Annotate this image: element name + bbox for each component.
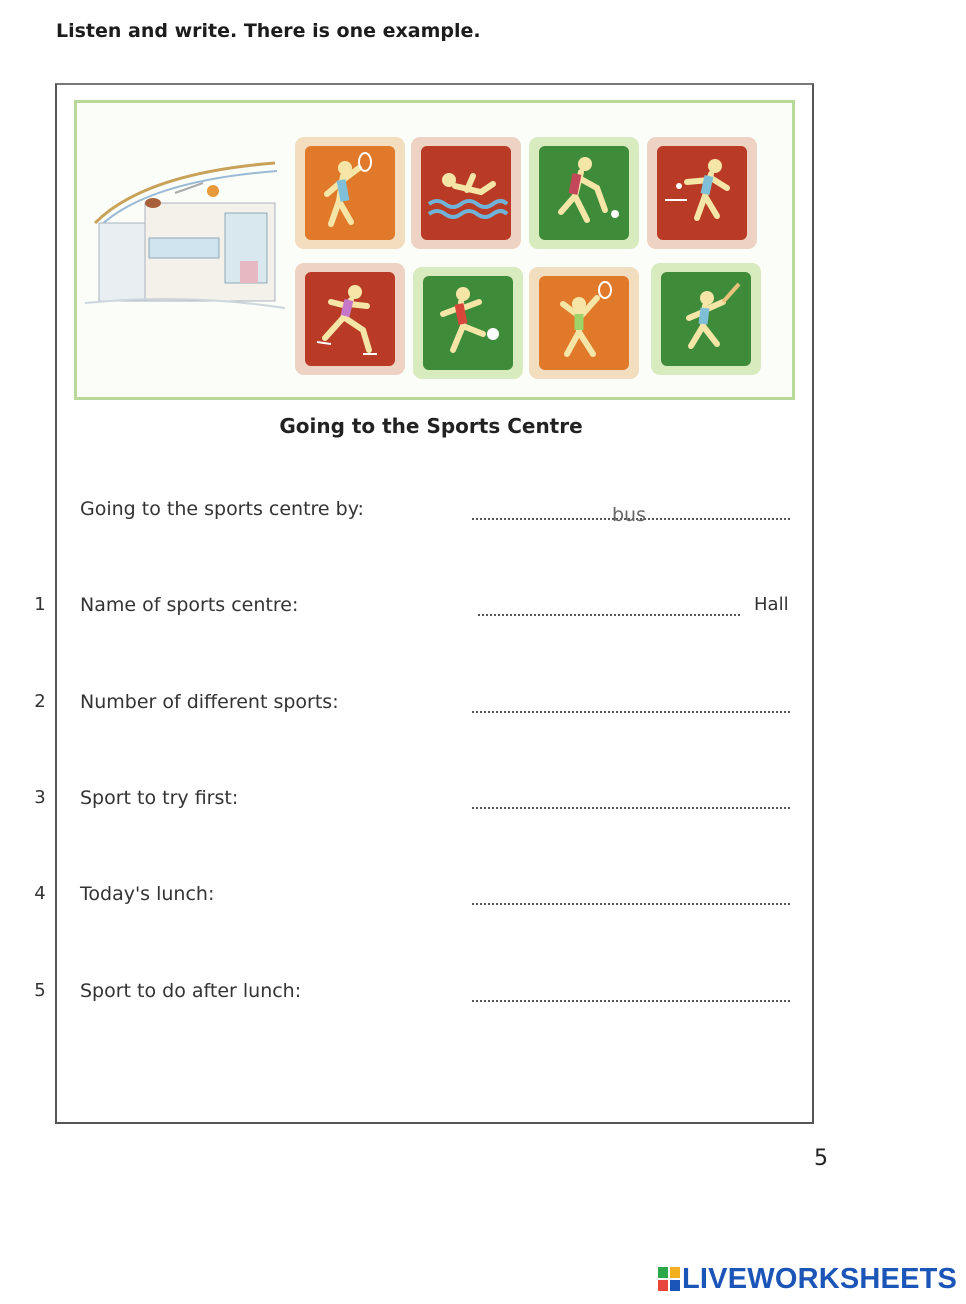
question-row [0,980,966,1020]
answer-suffix: Hall [754,594,789,615]
question-label: Sport to try first: [80,787,239,809]
question-row [0,594,966,634]
question-label: Number of different sports: [80,691,339,713]
sport-tile [529,137,639,249]
sport-tile [295,137,405,249]
liveworksheets-logo [658,1262,957,1296]
question-number: 3 [34,787,46,808]
example-answer: bus [612,504,647,526]
answer-field[interactable] [472,901,790,905]
answer-field[interactable] [472,998,790,1002]
page-number: 5 [814,1146,828,1171]
question-label: Name of sports centre: [80,594,299,616]
sport-tile [295,263,405,375]
question-label: Sport to do after lunch: [80,980,302,1002]
answer-field[interactable] [472,709,790,713]
sport-tile [651,263,761,375]
table-tennis-icon [657,146,747,240]
sports-centre-building-icon [85,143,285,313]
liveworksheets-icon [658,1267,680,1291]
football-icon [423,276,513,370]
ice-skating-icon [305,272,395,366]
question-number: 5 [34,980,46,1001]
question-number: 1 [34,594,46,615]
badminton-icon [539,276,629,370]
sports-centre-illustration [74,100,795,400]
example-row [0,498,966,538]
question-label: Today's lunch: [80,883,215,905]
question-number: 2 [34,691,46,712]
sport-tile [413,267,523,379]
answer-field[interactable] [472,805,790,809]
hockey-icon [539,146,629,240]
question-row [0,691,966,731]
question-number: 4 [34,883,46,904]
sport-tile [411,137,521,249]
baseball-icon [661,272,751,366]
answer-field[interactable] [478,612,740,616]
sport-tile [529,267,639,379]
question-row [0,883,966,923]
answer-line [472,504,790,526]
brand-text: LIVEWORKSHEETS [682,1262,958,1295]
example-label: Going to the sports centre by: [80,498,364,520]
instruction-text: Listen and write. There is one example. [56,20,481,42]
swimming-icon [421,146,511,240]
sport-tile [647,137,757,249]
page-title: Going to the Sports Centre [279,414,583,438]
tennis-icon [305,146,395,240]
question-row [0,787,966,827]
